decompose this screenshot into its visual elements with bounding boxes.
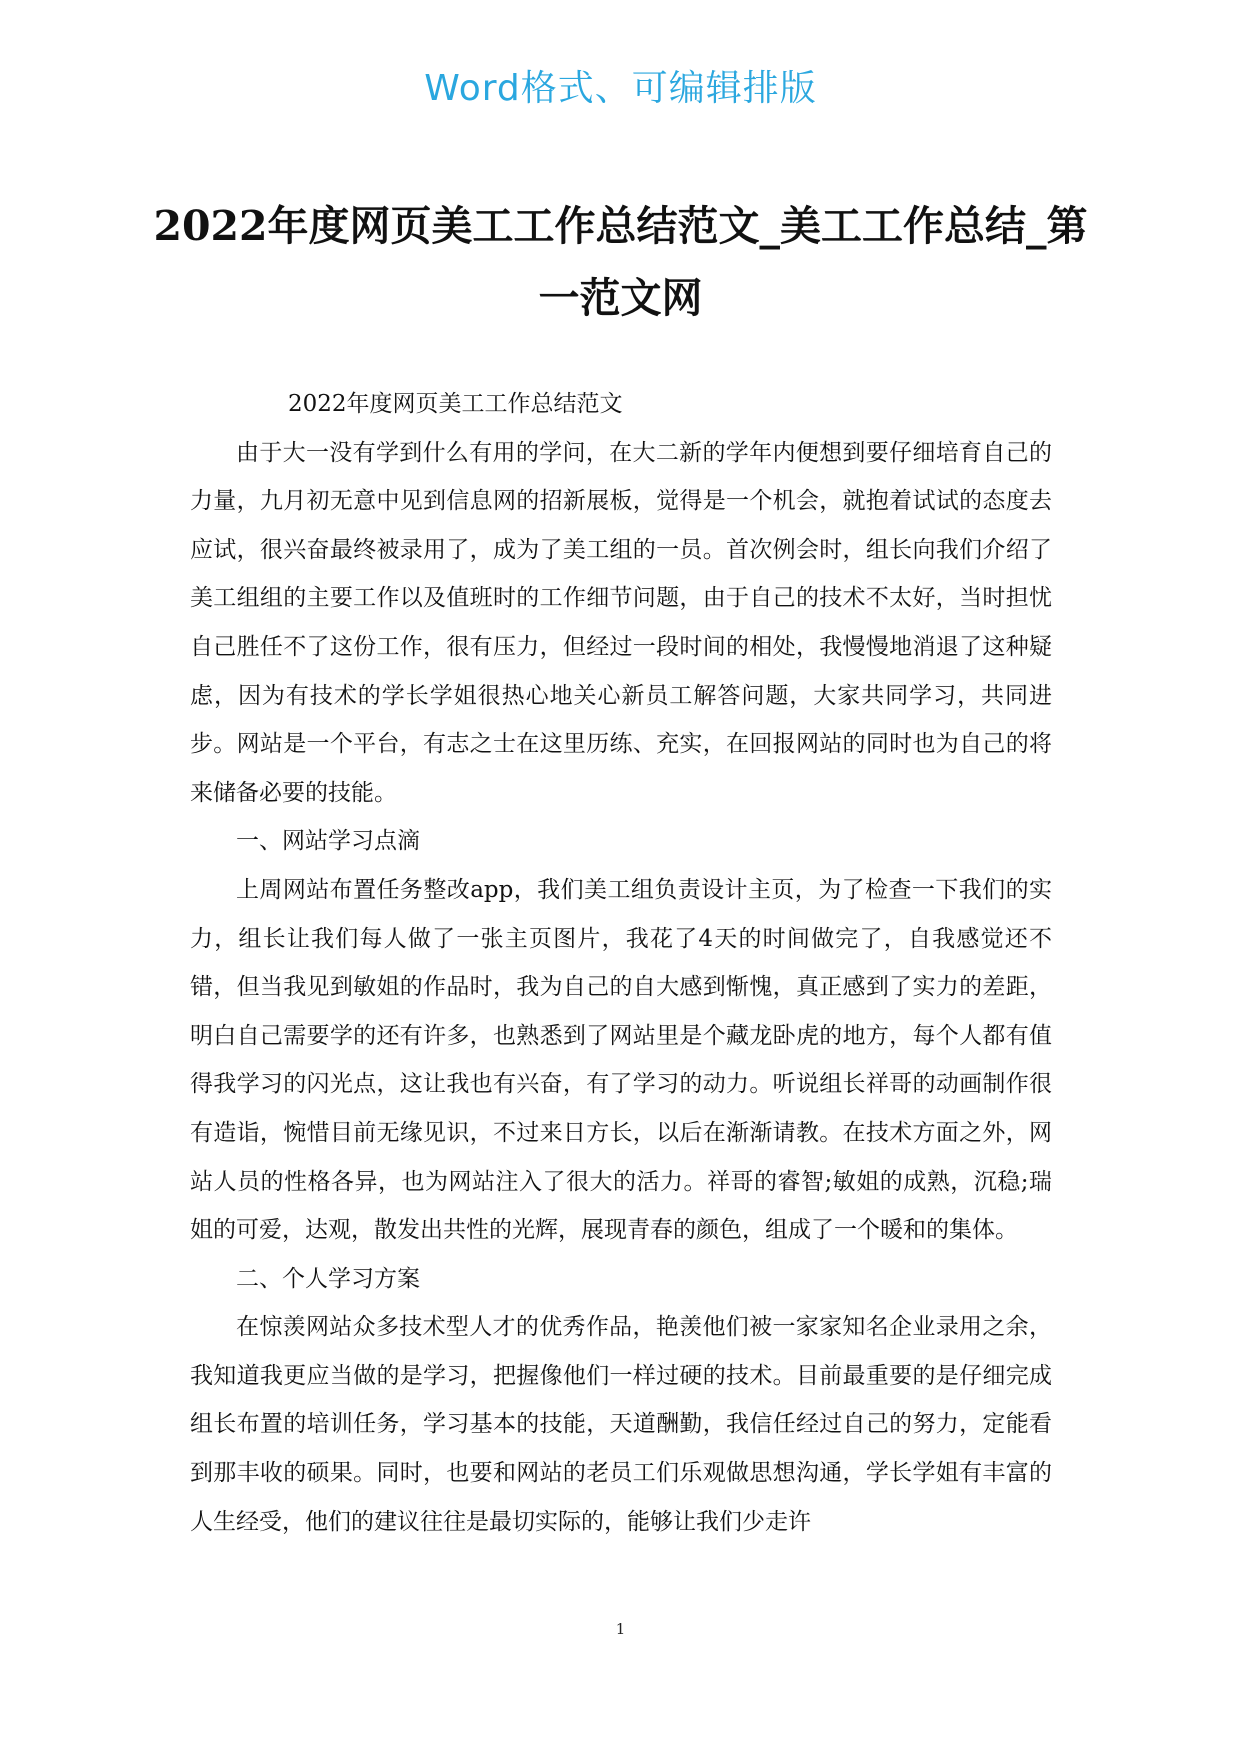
body-paragraph: 上周网站布置任务整改app，我们美工组负责设计主页，为了检查一下我们的实力，组长让我们每人做了一张主页图片，我花了4天的时间做完了，自我感觉还不错，但当我见到敏姐的作品时，我为自己的自大感到惭愧，真正感到了实力的差距，明白自己需要学的还有许多，也熟悉到了网站里是个藏龙卧虎的地方，每个人都有值得我学习的闪光点，这让我也有兴奋，有了学习的动力。听说组长祥哥的动画制作很有造诣，惋惜目前无缘见识，不过来日方长，以后在渐渐请教。在技术方面之外，网站人员的性格各异，也为网站注入了很大的活力。祥哥的睿智;敏姐的成熟，沉稳;瑞姐的可爱，达观，散发出共性的光辉，展现青春的颜色，组成了一个暖和的集体。 — [190, 876, 1052, 1244]
body-paragraph: 在惊羡网站众多技术型人才的优秀作品，艳羡他们被一家家知名企业录用之余，我知道我更应当做的是学习，把握像他们一样过硬的技术。目前最重要的是仔细完成组长布置的培训任务，学习基本的技能，天道酬勤，我信任经过自己的努力，定能看到那丰收的硕果。同时，也要和网站的老员工们乐观做思想沟通，学长学姐有丰富的人生经受，他们的建议往往是最切实际的，能够让我们少走许 — [190, 1314, 1052, 1535]
section-heading: 一、网站学习点滴 — [236, 828, 420, 855]
body-paragraph: 由于大一没有学到什么有用的学问，在大二新的学年内便想到要仔细培育自己的力量，九月初无意中见到信息网的招新展板，觉得是一个机会，就抱着试试的态度去应试，很兴奋最终被录用了，成为了美工组的一员。首次例会时，组长向我们介绍了美工组组的主要工作以及值班时的工作细节问题，由于自己的技术不太好，当时担忧自己胜任不了这份工作，很有压力，但经过一段时间的相处，我慢慢地消退了这种疑虑，因为有技术的学长学姐很热心地关心新员工解答问题，大家共同学习，共同进步。网站是一个平台，有志之士在这里历练、充实，在回报网站的同时也为自己的将来储备必要的技能。 — [190, 439, 1052, 806]
document-body — [190, 380, 1052, 1546]
header-note: Word格式、可编辑排版 — [424, 68, 817, 109]
document-title: 2022年度网页美工工作总结范文_美工工作总结_第一范文网 — [153, 202, 1088, 322]
document-subtitle: 2022年度网页美工工作总结范文 — [288, 391, 623, 417]
section-heading: 二、个人学习方案 — [236, 1265, 420, 1292]
page-number: 1 — [615, 1620, 626, 1638]
